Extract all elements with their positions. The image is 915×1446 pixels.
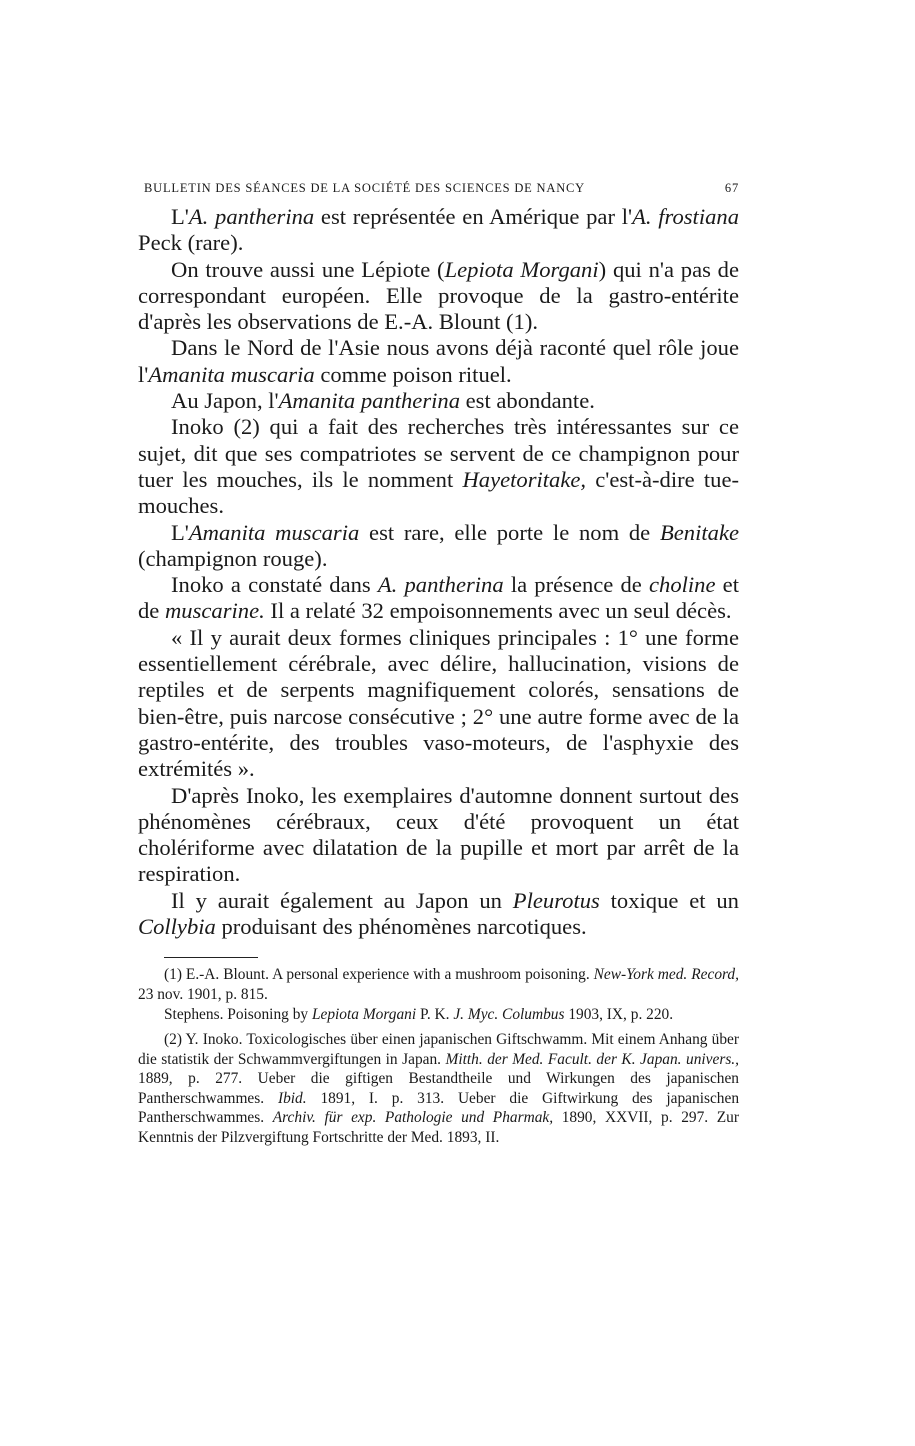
italic-text: A. frostiana	[632, 204, 739, 229]
text-run: 1890, XXVII, p. 297. Zur Kenntnis der Pilzvergiftung Fortschritte der Med. 1893, II.	[138, 1109, 739, 1147]
footnote	[138, 965, 739, 1004]
text-run: 1891, I. p. 313. Ueber die Giftwirkung des japanischen Pantherschwammes.	[138, 1089, 740, 1127]
italic-text: Mitth. der Med. Facult. der K. Japan. univers.,	[445, 1050, 740, 1068]
italic-text: J. Myc. Columbus	[453, 1005, 565, 1023]
paragraph	[138, 572, 739, 625]
text-run: et de	[138, 572, 739, 624]
text-run: L'	[171, 519, 189, 545]
text-run: est abondante.	[460, 388, 595, 414]
page-number: 67	[724, 181, 739, 195]
paragraph	[138, 888, 739, 941]
text-run: Il y aurait également au Japon un	[171, 887, 513, 913]
text-run: P. K.	[416, 1005, 454, 1023]
italic-text: Benitake	[659, 519, 740, 545]
text-run: est rare, elle porte le nom de	[359, 519, 660, 545]
text-run: Au Japon, l'	[171, 388, 279, 414]
text-run: Stephens. Poisoning by	[164, 1005, 312, 1023]
italic-text: Amanita muscaria	[148, 361, 315, 387]
italic-text: Pleurotus	[512, 887, 600, 913]
italic-text: A. pantherina	[188, 204, 315, 229]
text-run: Peck (rare).	[138, 230, 244, 256]
paragraph	[138, 414, 739, 519]
text-run: Dans le Nord de l'Asie nous avons déjà raconté quel rôle joue l'	[138, 335, 739, 387]
text-run: la présence de	[503, 572, 649, 598]
running-header	[144, 176, 739, 200]
paragraph	[138, 520, 739, 573]
text-run: Il a relaté 32 empoisonnements avec un seul décès.	[264, 598, 732, 624]
paragraph	[138, 388, 739, 414]
italic-text: Archiv. für exp. Pathologie und Pharmak,	[272, 1109, 554, 1127]
italic-text: Amanita muscaria	[188, 519, 360, 545]
footnotes	[138, 965, 739, 1147]
text-run: D'après Inoko, les exemplaires d'automne donnent surtout des phénomènes cérébraux, ceux d'été provoquent un état cholériforme avec dilatation de la pupille et mort par arrêt de la respiration.	[138, 782, 739, 887]
text-run: toxique et un	[599, 887, 739, 913]
italic-text: choline	[649, 572, 716, 598]
text-run: On trouve aussi une Lépiote (	[171, 256, 445, 282]
footnote-separator	[164, 957, 258, 958]
main-text	[138, 204, 739, 940]
text-run: comme poison rituel.	[314, 361, 512, 387]
paragraph	[138, 625, 739, 783]
paragraph	[138, 783, 739, 888]
text-run: c'est-à-dire tue-mouches.	[138, 466, 739, 519]
book-page	[138, 176, 739, 1148]
paragraph	[138, 257, 739, 336]
text-run: 1903, IX, p. 220.	[564, 1005, 674, 1023]
paragraph	[138, 204, 739, 257]
footnote	[138, 1005, 739, 1025]
running-title: BULLETIN DES SÉANCES DE LA SOCIÉTÉ DES SCIENCES DE NANCY	[144, 181, 585, 195]
text-run: (champignon rouge).	[138, 545, 328, 571]
footnote	[138, 1030, 739, 1148]
text-run: « Il y aurait deux formes cliniques principales : 1° une forme essentiellement cérébrale, avec délire, hallucination, visions de reptiles et de serpents magnifiquement colorés, sensations de bien-être, puis narcose consécutive ; 2° une autre forme avec de la gastro-entérite, des troubles vaso-moteurs, de l'asphyxie des extrémités ».	[138, 624, 739, 782]
italic-text: muscarine.	[164, 598, 265, 624]
italic-text: Ibid.	[277, 1089, 307, 1107]
text-run: (2) Y. Inoko. Toxicologisches über einen japanischen Giftschwamm. Mit einem Anhang über die statistik der Schwammvergiftungen in Japan.	[138, 1031, 739, 1068]
text-run: Inoko (2) qui a fait des recherches très intéressantes sur ce sujet, dit que ses compatriotes se servent de ce champignon pour tuer les mouches, ils le nomment	[138, 414, 739, 492]
text-run: est représentée en Amérique par l'	[314, 204, 633, 229]
paragraph	[138, 335, 739, 388]
italic-text: New-York med. Record,	[593, 966, 739, 984]
italic-text: A. pantherina	[377, 572, 504, 598]
italic-text: Amanita pantherina	[278, 388, 460, 414]
text-run: 1889, p. 277. Ueber die giftigen Bestandtheile und Wirkungen des japanischen Pantherschwammes.	[138, 1070, 739, 1107]
italic-text: Lepiota Morgani	[444, 256, 599, 282]
text-run: Inoko a constaté dans	[171, 572, 378, 598]
text-run: produisant des phénomènes narcotiques.	[215, 914, 587, 940]
text-run: (1) E.-A. Blount. A personal experience with a mushroom poisoning.	[164, 966, 594, 984]
text-run: L'	[171, 204, 189, 229]
italic-text: Lepiota Morgani	[311, 1005, 417, 1023]
text-run: 23 nov. 1901, p. 815.	[138, 985, 268, 1003]
italic-text: Hayetoritake,	[462, 466, 587, 492]
italic-text: Collybia	[138, 914, 216, 940]
text-run: ) qui n'a pas de correspondant européen. Elle provoque de la gastro-entérite d'après les observations de E.-A. Blount (1).	[138, 256, 739, 335]
